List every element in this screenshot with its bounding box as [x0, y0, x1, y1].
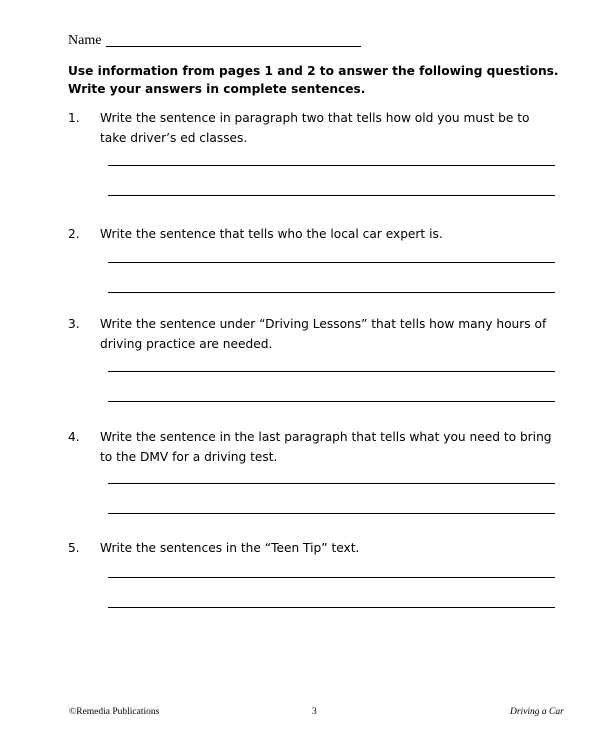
question-3 [68, 314, 558, 406]
answer-line[interactable] [108, 292, 555, 293]
question-text: Write the sentence in the last paragraph that tells what you need to bring to the DMV for a driving test. [100, 430, 552, 464]
question-text: Write the sentences in the “Teen Tip” text. [100, 541, 360, 555]
answer-line[interactable] [108, 195, 555, 196]
question-1 [68, 108, 558, 198]
question-5 [68, 538, 558, 610]
question-number: 3. [68, 317, 80, 331]
name-label: Name [68, 33, 102, 48]
question-4 [68, 427, 558, 519]
answer-line[interactable] [108, 607, 555, 608]
answer-line[interactable] [108, 262, 555, 263]
book-title: Driving a Car [510, 707, 564, 717]
question-number: 5. [68, 541, 80, 555]
answer-line[interactable] [108, 371, 555, 372]
name-line[interactable] [106, 46, 361, 47]
instructions [68, 62, 559, 98]
answer-line[interactable] [108, 401, 555, 402]
answer-line[interactable] [108, 483, 555, 484]
question-number: 1. [68, 111, 80, 125]
answer-line[interactable] [108, 577, 555, 578]
page-number: 3 [312, 707, 317, 717]
question-text: Write the sentence in paragraph two that tells how old you must be to take driver’s ed classes. [100, 111, 530, 145]
question-number: 4. [68, 430, 80, 444]
instruction-line: Write your answers in complete sentences. [68, 82, 366, 96]
name-field[interactable] [68, 33, 368, 53]
answer-line[interactable] [108, 513, 555, 514]
question-2 [68, 224, 558, 296]
question-text: Write the sentence that tells who the local car expert is. [100, 227, 443, 241]
publisher-credit: ©Remedia Publications [69, 707, 160, 717]
question-number: 2. [68, 227, 80, 241]
question-text: Write the sentence under “Driving Lessons” that tells how many hours of driving practice are needed. [100, 317, 547, 351]
instruction-line: Use information from pages 1 and 2 to answer the following questions. [68, 64, 559, 78]
answer-line[interactable] [108, 165, 555, 166]
